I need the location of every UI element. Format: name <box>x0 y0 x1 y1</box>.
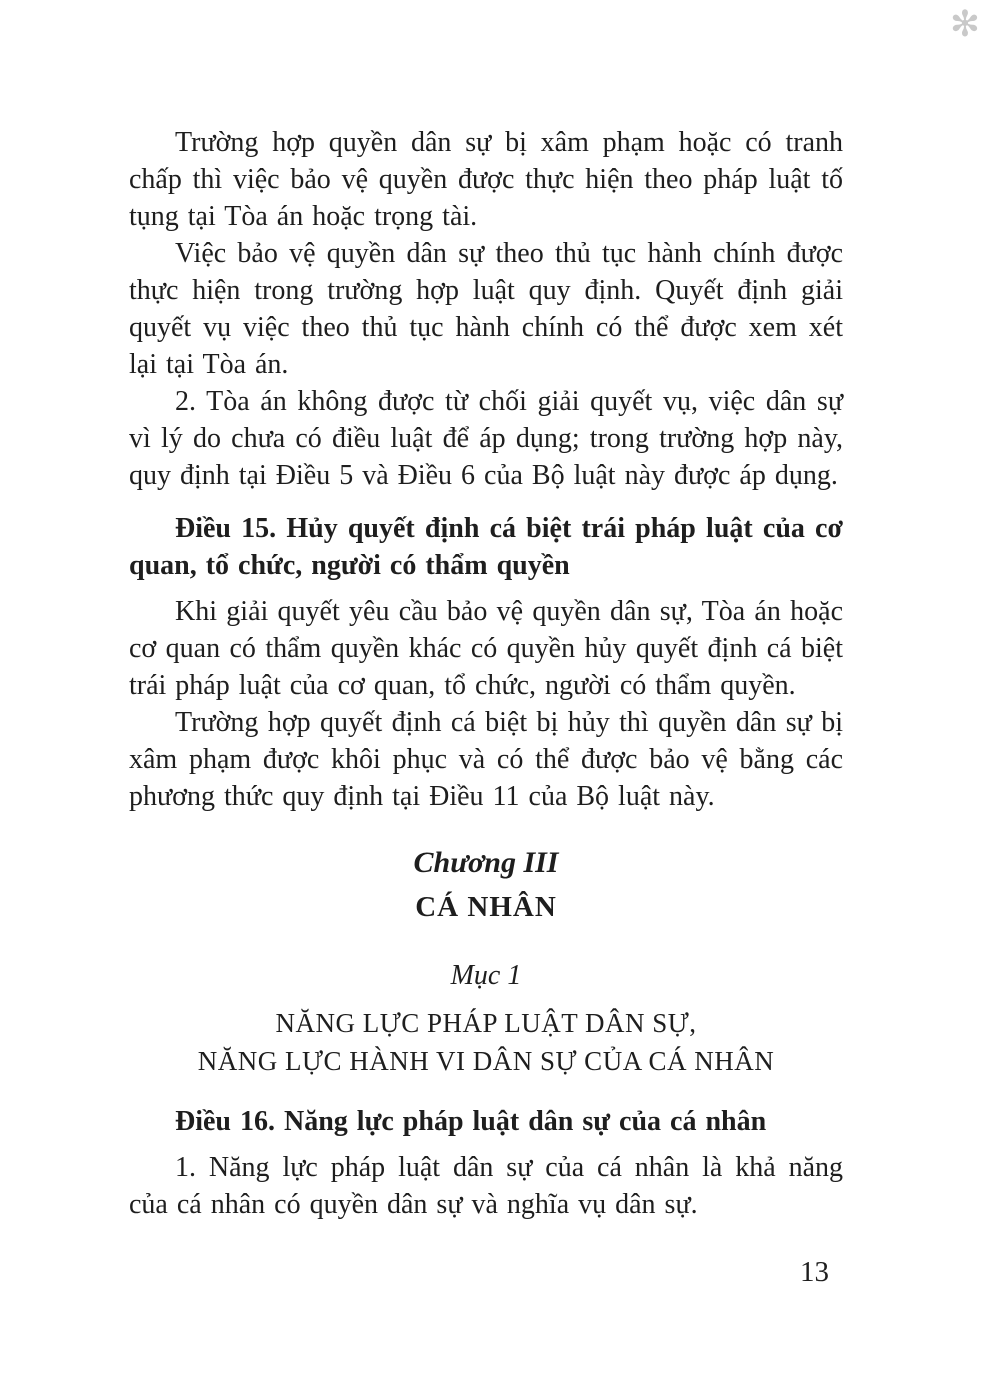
page-number: 13 <box>800 1256 829 1288</box>
section-title-line2: NĂNG LỰC HÀNH VI DÂN SỰ CỦA CÁ NHÂN <box>197 1046 775 1076</box>
paragraph-restored-rights: Trường hợp quyết định cá biệt bị hủy thì quyền dân sự bị xâm phạm được khôi phục và có thể được bảo vệ bằng các phương thức quy định tại Điều 11 của Bộ luật này. <box>129 707 843 812</box>
section-label: Mục 1 <box>450 960 522 991</box>
section-title-line1: NĂNG LỰC PHÁP LUẬT DÂN SỰ, <box>275 1008 697 1038</box>
article-16-heading: Điều 16. Năng lực pháp luật dân sự của cá nhân <box>175 1106 767 1137</box>
chapter-title: CÁ NHÂN <box>415 891 557 923</box>
flower-ornament-icon: ✻ <box>949 4 980 44</box>
paragraph-legal-capacity: 1. Năng lực pháp luật dân sự của cá nhân là khả năng của cá nhân có quyền dân sự và nghĩa vụ dân sự. <box>129 1152 843 1220</box>
page-content <box>129 124 843 1223</box>
paragraph-court-no-refusal: 2. Tòa án không được từ chối giải quyết vụ, việc dân sự vì lý do chưa có điều luật để áp dụng; trong trường hợp này, quy định tại Điều 5 và Điều 6 của Bộ luật này được áp dụng. <box>129 386 843 491</box>
paragraph-court-protection: Trường hợp quyền dân sự bị xâm phạm hoặc có tranh chấp thì việc bảo vệ quyền được thực hiện theo pháp luật tố tụng tại Tòa án hoặc trọng tài. <box>129 127 843 232</box>
article-15-heading: Điều 15. Hủy quyết định cá biệt trái pháp luật của cơ quan, tổ chức, người có thẩm quyền <box>129 513 843 581</box>
paragraph-annul-decision: Khi giải quyết yêu cầu bảo vệ quyền dân sự, Tòa án hoặc cơ quan có thẩm quyền khác có quyền hủy quyết định cá biệt trái pháp luật của cơ quan, tổ chức, người có thẩm quyền. <box>129 596 843 701</box>
paragraph-administrative-procedure: Việc bảo vệ quyền dân sự theo thủ tục hành chính được thực hiện trong trường hợp luật quy định. Quyết định giải quyết vụ việc theo thủ tục hành chính có thể được xem xét lại tại Tòa án. <box>129 238 843 380</box>
chapter-label: Chương III <box>413 846 559 879</box>
